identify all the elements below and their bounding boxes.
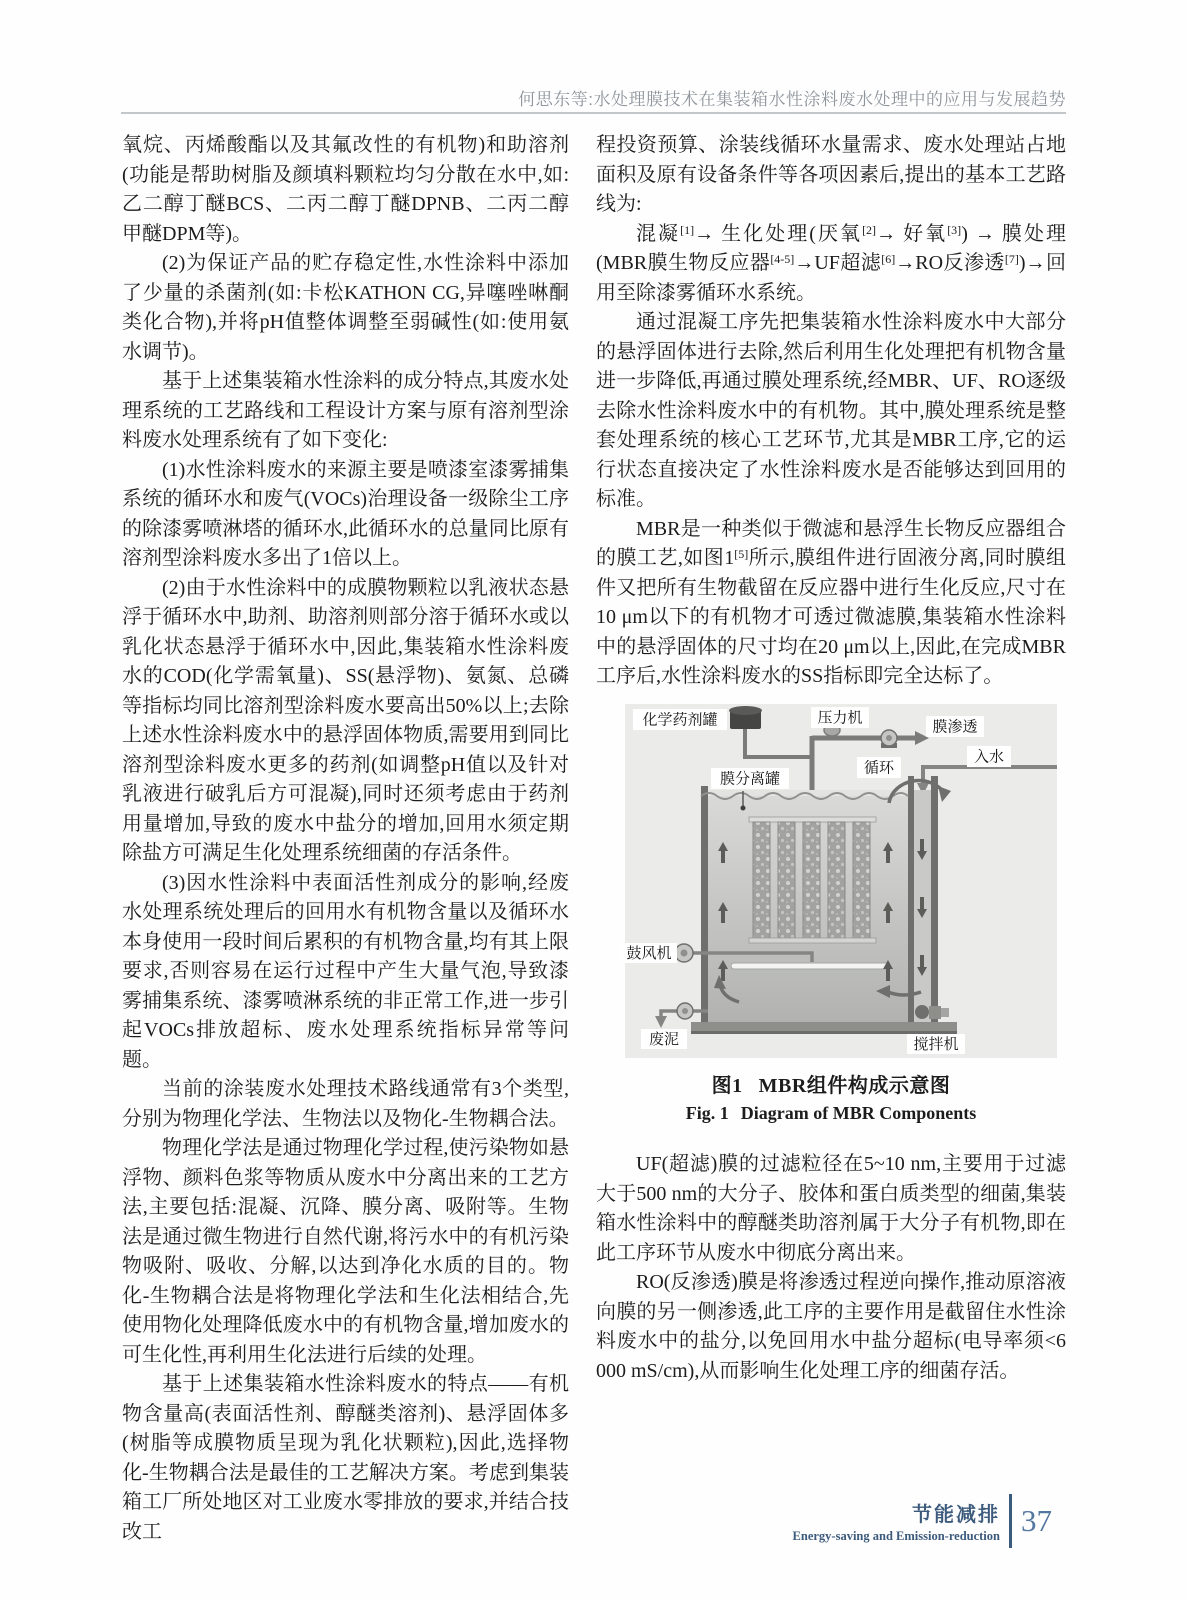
figure-label-membrane-tank: 膜分离罐 xyxy=(719,771,781,787)
process-route: 混凝[1]→ 生化处理(厌氧[2]→ 好氧[3]) → 膜处理(MBR膜生物反应器[4-5]→UF超滤[6]→RO反渗透[7])→回用至除漆雾循环水系统。 xyxy=(596,222,1067,304)
journal-name-en: Energy-saving and Emission-reduction xyxy=(792,1529,1000,1543)
membrane-module xyxy=(753,822,770,938)
paragraph: 基于上述集装箱水性涂料废水的特点——有机物含量高(表面活性剂、醇醚类溶剂)、悬浮固体多(树脂等成膜物质呈现为乳化状颗粒),因此,选择物化-生物耦合法是最佳的工艺解决方案。考虑到集装箱工厂所处地区对工业废水零排放的要求,并结合技改工 xyxy=(122,1373,569,1543)
paragraph: UF(超滤)膜的过滤粒径在5~10 nm,主要用于过滤大于500 nm的大分子、胶体和蛋白质类型的细菌,集装箱水性涂料中的醇醚类助溶剂属于大分子有机物,即在此工序环节从废水中彻底分离出来。 xyxy=(596,1153,1066,1264)
figure-label-water-inlet: 入水 xyxy=(973,749,1005,765)
figure-caption xyxy=(596,1074,1066,1125)
figure-label-chemical-tank: 化学药剂罐 xyxy=(642,712,718,728)
chemical-tank-icon xyxy=(729,706,762,729)
figure-number-en: Fig. 1 xyxy=(685,1102,729,1123)
module-manifold xyxy=(749,938,876,943)
figure-title-cn: MBR组件构成示意图 xyxy=(758,1074,951,1097)
figure-caption-cn xyxy=(596,1074,1066,1099)
paragraph: (3)因水性涂料中表面活性剂成分的影响,经废水处理系统处理后的回用水有机物含量以及循环水本身使用一段时间后累积的有机物含量,均有其上限要求,否则容易在运行过程中产生大量气泡,导致漆雾捕集系统、漆雾喷淋系统的非正常工作,进一步引起VOCs排放超标、废水处理系统指标异常等问题。 xyxy=(122,871,569,1071)
mbr-diagram xyxy=(605,700,1057,1062)
membrane-module xyxy=(853,822,870,938)
left-column xyxy=(122,131,569,1547)
paragraph: 氧烷、丙烯酸酯以及其氟改性的有机物)和助溶剂(功能是帮助树脂及颜填料颗粒均匀分散在水中,如:乙二醇丁醚BCS、二丙二醇丁醚DPNB、二丙二醇甲醚DPM等)。 xyxy=(122,134,569,245)
membrane-module xyxy=(803,822,820,938)
tank-base-shadow xyxy=(691,1031,957,1034)
figure-title-en: Diagram of MBR Components xyxy=(740,1102,977,1123)
paragraph: (1)水性涂料废水的来源主要是喷漆室漆雾捕集系统的循环水和废气(VOCs)治理设备一级除尘工序的除漆雾喷淋塔的循环水,此循环水的总量同比原有溶剂型涂料废水多出了1倍以上。 xyxy=(122,458,569,569)
page-number: 37 xyxy=(1021,1503,1052,1538)
figure-label-membrane-permeate: 膜渗透 xyxy=(932,719,978,735)
paragraph: RO(反渗透)膜是将渗透过程逆向操作,推动原溶液向膜的另一侧渗透,此工序的主要作用是截留住水性涂料废水中的盐分,以免回用水中盐分超标(电导率须<6 000 mS/cm),从而影响生化处理工序的细菌存活。 xyxy=(596,1271,1066,1382)
mbr-paragraph: MBR是一种类似于微滤和悬浮生长物反应器组合的膜工艺,如图1[5]所示,膜组件进行固液分离,同时膜组件又把所有生物截留在反应器中进行生化反应,尺寸在10 μm以下的有机物才可透过微滤膜,集装箱水性涂料中的悬浮固体的尺寸均在20 μm以上,因此,在完成MBR工序后,水性涂料废水的SS指标即完全达标了。 xyxy=(596,517,1067,687)
figure-label-pressure-machine: 压力机 xyxy=(817,710,863,726)
header-rule xyxy=(121,112,1066,114)
paragraph: 程投资预算、涂装线循环水量需求、废水处理站占地面积及原有设备条件等各项因素后,提出的基本工艺路线为: xyxy=(596,134,1066,215)
paragraph: 基于上述集装箱水性涂料的成分特点,其废水处理系统的工艺路线和工程设计方案与原有溶剂型涂料废水处理系统有了如下变化: xyxy=(122,370,569,451)
figure-number-cn: 图1 xyxy=(711,1074,743,1097)
running-title: 何思东等:水处理膜技术在集装箱水性涂料废水处理中的应用与发展趋势 xyxy=(518,90,1066,109)
figure-label-blower: 鼓风机 xyxy=(626,945,672,962)
figure-label-circulation: 循环 xyxy=(863,760,895,776)
paragraph: 物理化学法是通过物理化学过程,使污染物如悬浮物、颜料色浆等物质从废水中分离出来的工艺方法,主要包括:混凝、沉降、膜分离、吸附等。生物法是通过微生物进行自然代谢,将污水中的有机污染物吸附、吸收、分解,以达到净化水质的目的。物化-生物耦合法是将物理化学法和生化法相结合,先使用物化处理降低废水中的有机物含量,增加废水的可生化性,再利用生化法进行后续的处理。 xyxy=(122,1137,569,1366)
figure-caption-en xyxy=(596,1102,1066,1125)
tank-left-wall xyxy=(701,786,708,1022)
footer-divider xyxy=(1009,1494,1012,1548)
page-footer xyxy=(0,1494,1052,1548)
tank-base xyxy=(691,1022,957,1031)
figure-label-waste-sludge: 废泥 xyxy=(648,1031,680,1048)
tank-right-wall xyxy=(931,776,938,1022)
paragraph: 通过混凝工序先把集装箱水性涂料废水中大部分的悬浮固体进行去除,然后利用生化处理把有机物含量进一步降低,再通过膜处理系统,经MBR、UF、RO逐级去除水性涂料废水中的有机物。其中,膜处理系统是整套处理系统的核心工艺环节,尤其是MBR工序,它的运行状态直接决定了水性涂料废水是否能够达到回用的标准。 xyxy=(596,311,1066,510)
journal-name-cn: 节能减排 xyxy=(912,1504,1000,1526)
right-column xyxy=(596,131,1066,1386)
membrane-modules xyxy=(749,817,876,943)
permeate-pump-icon xyxy=(881,730,897,748)
air-diffuser xyxy=(731,963,889,969)
paragraph: (2)由于水性涂料中的成膜物颗粒以乳液状态悬浮于循环水中,助剂、助溶剂则部分溶于循环水或以乳化状态悬浮于循环水中,因此,集装箱水性涂料废水的COD(化学需氧量)、SS(悬浮物)、氨氮、总磷等指标均同比溶剂型涂料废水要高出50%以上;去除上述水性涂料废水中的悬浮固体物质,需要用到同比溶剂型涂料废水更多的药剂(如调整pH值以及针对乳液进行破乳后方可混凝),同时还须考虑由于药剂用量增加,导致的废水中盐分的增加,回用水须定期除盐方可满足生化处理系统细菌的存活条件。 xyxy=(122,576,569,864)
paragraph: (2)为保证产品的贮存稳定性,水性涂料中添加了少量的杀菌剂(如:卡松KATHON CG,异噻唑啉酮类化合物),并将pH值整体调整至弱碱性(如:使用氨水调节)。 xyxy=(122,252,569,363)
figure-mbr xyxy=(596,700,1066,1125)
journal-name xyxy=(793,1498,1000,1544)
figure-label-agitator: 搅拌机 xyxy=(913,1036,959,1053)
module-header xyxy=(749,817,876,822)
membrane-module xyxy=(828,822,845,938)
downcomer-left-wall xyxy=(908,776,914,1022)
paragraph: 当前的涂装废水处理技术路线通常有3个类型,分别为物理化学法、生物法以及物化-生物耦合法。 xyxy=(122,1078,569,1130)
membrane-module xyxy=(778,822,795,938)
